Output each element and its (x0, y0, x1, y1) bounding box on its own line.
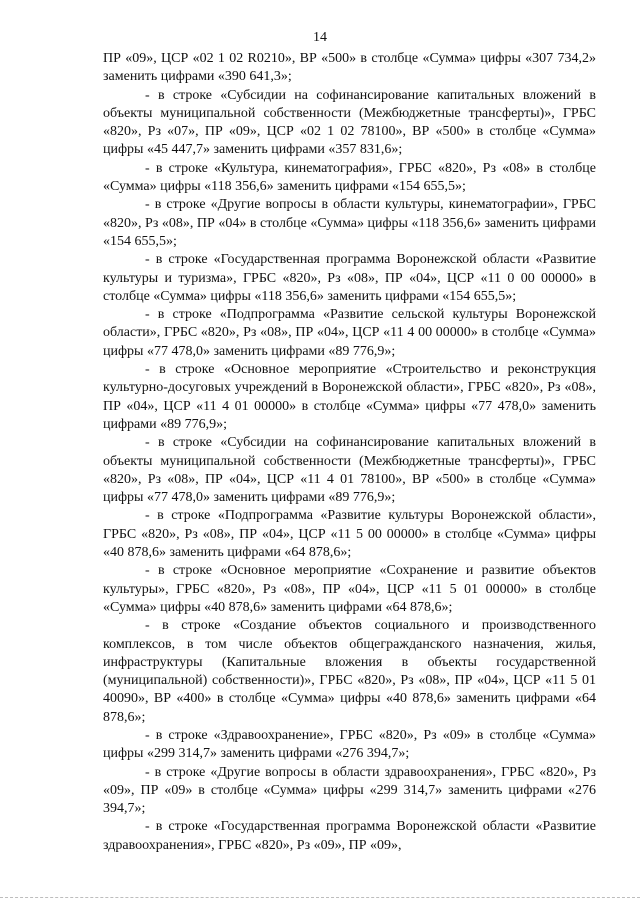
paragraph: - в строке «Другие вопросы в области здравоохранения», ГРБС «820», Рз «09», ПР «09» в столбце «Сумма» цифры «299 314,7» заменить цифрами «276 394,7»; (103, 764, 596, 817)
paragraph: - в строке «Другие вопросы в области культуры, кинематографии», ГРБС «820», Рз «08», ПР «04» в столбце «Сумма» цифры «118 356,6» заменить цифрами «154 655,5»; (103, 197, 596, 249)
paragraph: - в строке «Подпрограмма «Развитие сельской культуры Воронежской области», ГРБС «820», Рз «08», ПР «04», ЦСР «11 4 00 00000» в столбце «Сумма» цифры «77 478,0» заменить цифрами «89 776,9»; (103, 307, 596, 359)
paragraph: - в строке «Государственная программа Воронежской области «Развитие здравоохранения», ГРБС «820», Рз «09», ПР «09», (103, 819, 596, 853)
paragraph: - в строке «Основное мероприятие «Строительство и реконструкция культурно-досуговых учреждений в Воронежской области», ГРБС «820», Рз «08», ПР «04», ЦСР «11 4 01 00000» в столбце «Сумма» цифры «77 478,0» заменить цифрами «89 776,9»; (103, 362, 596, 432)
paragraph: - в строке «Субсидии на софинансирование капитальных вложений в объекты муниципальной собственности (Межбюджетные трансферты)», ГРБС «820», Рз «08», ПР «04», ЦСР «11 4 01 78100», ВР «500» в столбце «Сумма» цифры «77 478,0» заменить цифрами «89 776,9»; (103, 435, 596, 506)
paragraph: - в строке «Создание объектов социального и производственного комплексов, в том числе объектов общегражданского назначения, жилья, инфраструктуры (Капитальные вложения в объекты государственной (муниципальной) собственности)», ГРБС «820», Рз «08», ПР «04», ЦСР «11 5 01 40090», ВР «400» в столбце «Сумма» цифры «40 878,6» заменить цифрами «64 878,6»; (103, 618, 596, 725)
document-body (103, 50, 596, 855)
paragraph: - в строке «Субсидии на софинансирование капитальных вложений в объекты муниципальной собственности (Межбюджетные трансферты)», ГРБС «820», Рз «07», ПР «09», ЦСР «02 1 02 78100», ВР «500» в столбце «Сумма» цифры «45 447,7» заменить цифрами «357 831,6»; (103, 87, 596, 158)
paragraph: - в строке «Здравоохранение», ГРБС «820», Рз «09» в столбце «Сумма» цифры «299 314,7» заменить цифрами «276 394,7»; (103, 727, 596, 762)
paragraph: ПР «09», ЦСР «02 1 02 R0210», ВР «500» в столбце «Сумма» цифры «307 734,2» заменить цифрами «390 641,3»; (103, 51, 596, 85)
paragraph: - в строке «Государственная программа Воронежской области «Развитие культуры и туризма», ГРБС «820», Рз «08», ПР «04», ЦСР «11 0 00 00000» в столбце «Сумма» цифры «118 356,6» заменить цифрами «154 655,5»; (103, 252, 596, 304)
paragraph: - в строке «Подпрограмма «Развитие культуры Воронежской области», ГРБС «820», Рз «08», ПР «04», ЦСР «11 5 00 00000» в столбце «Сумма» цифры «40 878,6» заменить цифрами «64 878,6»; (103, 508, 596, 561)
page-bottom-divider (0, 897, 640, 898)
page-number: 14 (313, 30, 327, 45)
paragraph: - в строке «Культура, кинематография», ГРБС «820», Рз «08» в столбце «Сумма» цифры «118 356,6» заменить цифрами «154 655,5»; (103, 160, 596, 195)
paragraph: - в строке «Основное мероприятие «Сохранение и развитие объектов культуры», ГРБС «820», Рз «08», ПР «04», ЦСР «11 5 01 00000» в столбце «Сумма» цифры «40 878,6» заменить цифрами «64 878,6»; (103, 563, 596, 615)
